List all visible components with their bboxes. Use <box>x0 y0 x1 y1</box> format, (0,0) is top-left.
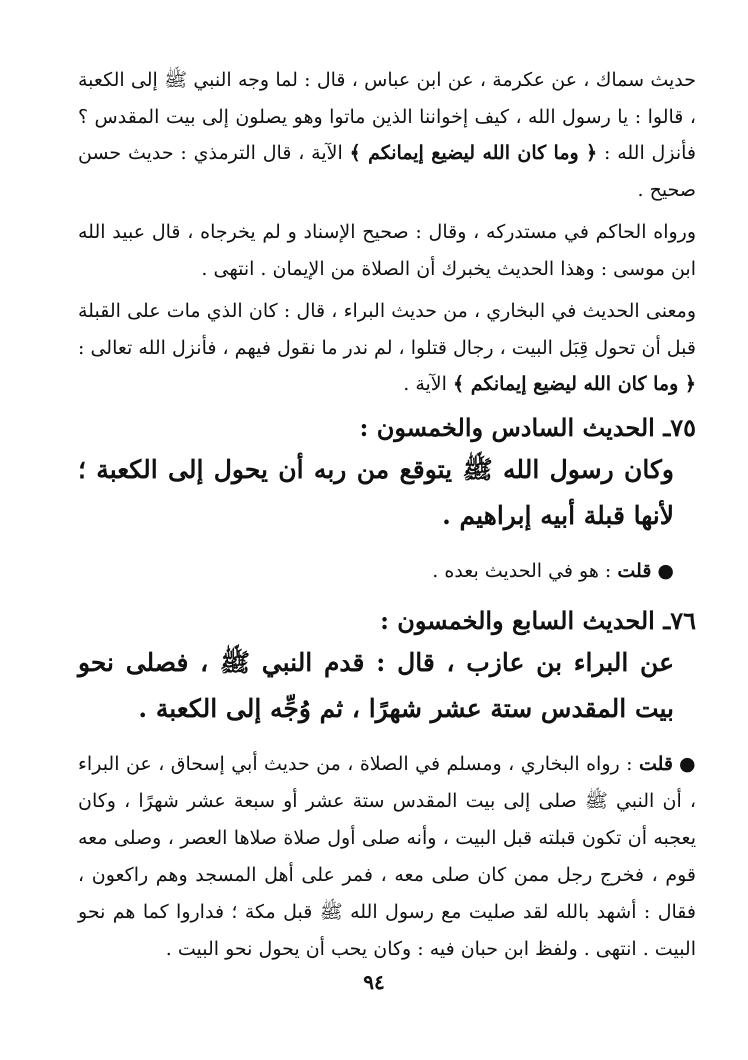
paragraph-text: الآية ، قال الترمذي : حديث حسن صحيح . <box>78 142 696 201</box>
note-text: : رواه البخاري ، ومسلم في الصلاة ، من حديث أبي إسحاق ، عن البراء ، أن النبي ﷺ صلى إلى بيت المقدس ستة عشر أو سبعة عشر شهرًا ، وكان يعجبه أن تكون قبلته قبل البيت ، وأنه صلى أول صلاة صلاها العصر ، وصلى معه قوم ، فخرج رجل ممن كان صلى معه ، فمر على أهل المسجد وهم راكعون ، فقال : أشهد بالله لقد صليت مع رسول الله ﷺ قبل مكة ؛ فداروا كما هم نحو البيت . انتهى . ولفظ ابن حبان فيه : وكان يحب أن يحول نحو البيت . <box>78 752 696 960</box>
bullet-icon: ● <box>679 752 696 775</box>
hadith-75-note <box>78 553 696 590</box>
paragraph-bukhari-meaning <box>78 293 696 403</box>
paragraph-text: حديث سماك ، عن عكرمة ، عن ابن عباس ، قال : لما وجه النبي ﷺ إلى الكعبة ، قالوا : يا رسول الله ، كيف إخواننا الذين ماتوا وهو يصلون إلى بيت المقدس ؟ فأنزل الله : <box>78 69 696 164</box>
hadith-75-text: وكان رسول الله ﷺ يتوقع من ربه أن يحول إلى الكعبة ؛ لأنها قبلة أبيه إبراهيم . <box>78 454 674 530</box>
paragraph-text: ومعنى الحديث في البخاري ، من حديث البراء ، قال : كان الذي مات على القبلة قبل أن تحول قِبَل البيت ، رجال قتلوا ، لم ندر ما نقول فيهم ، فأنزل الله تعالى : <box>78 300 696 359</box>
note-text: : هو في الحديث بعده . <box>432 559 618 582</box>
bullet-icon: ● <box>657 559 674 582</box>
paragraph-hakim <box>78 214 696 287</box>
paragraph-text: ورواه الحاكم في مستدركه ، وقال : صحيح الإسناد و لم يخرجاه ، قال عبيد الله ابن موسى : وهذا الحديث يخبرك أن الصلاة من الإيمان . انتهى . <box>78 221 696 280</box>
page-number: ٩٤ <box>363 970 385 994</box>
quran-verse: ﴿ وما كان الله ليضيع إيمانكم ﴾ <box>349 142 598 164</box>
note-label: قلت <box>617 559 652 582</box>
hadith-76-heading: ٧٦ـ الحديث السابع والخمسون : <box>380 605 696 635</box>
paragraph-tirmidhi <box>78 62 696 208</box>
note-label: قلت <box>638 752 673 775</box>
quran-verse: ﴿ وما كان الله ليضيع إيمانكم ﴾ <box>452 373 696 395</box>
paragraph-text: الآية . <box>403 373 453 395</box>
hadith-76-note <box>78 746 696 968</box>
hadith-76-text: عن البراء بن عازب ، قال : قدم النبي ﷺ ، فصلى نحو بيت المقدس ستة عشر شهرًا ، ثم وُجِّه إلى الكعبة . <box>78 647 674 723</box>
hadith-75-heading: ٧٥ـ الحديث السادس والخمسون : <box>359 412 696 442</box>
